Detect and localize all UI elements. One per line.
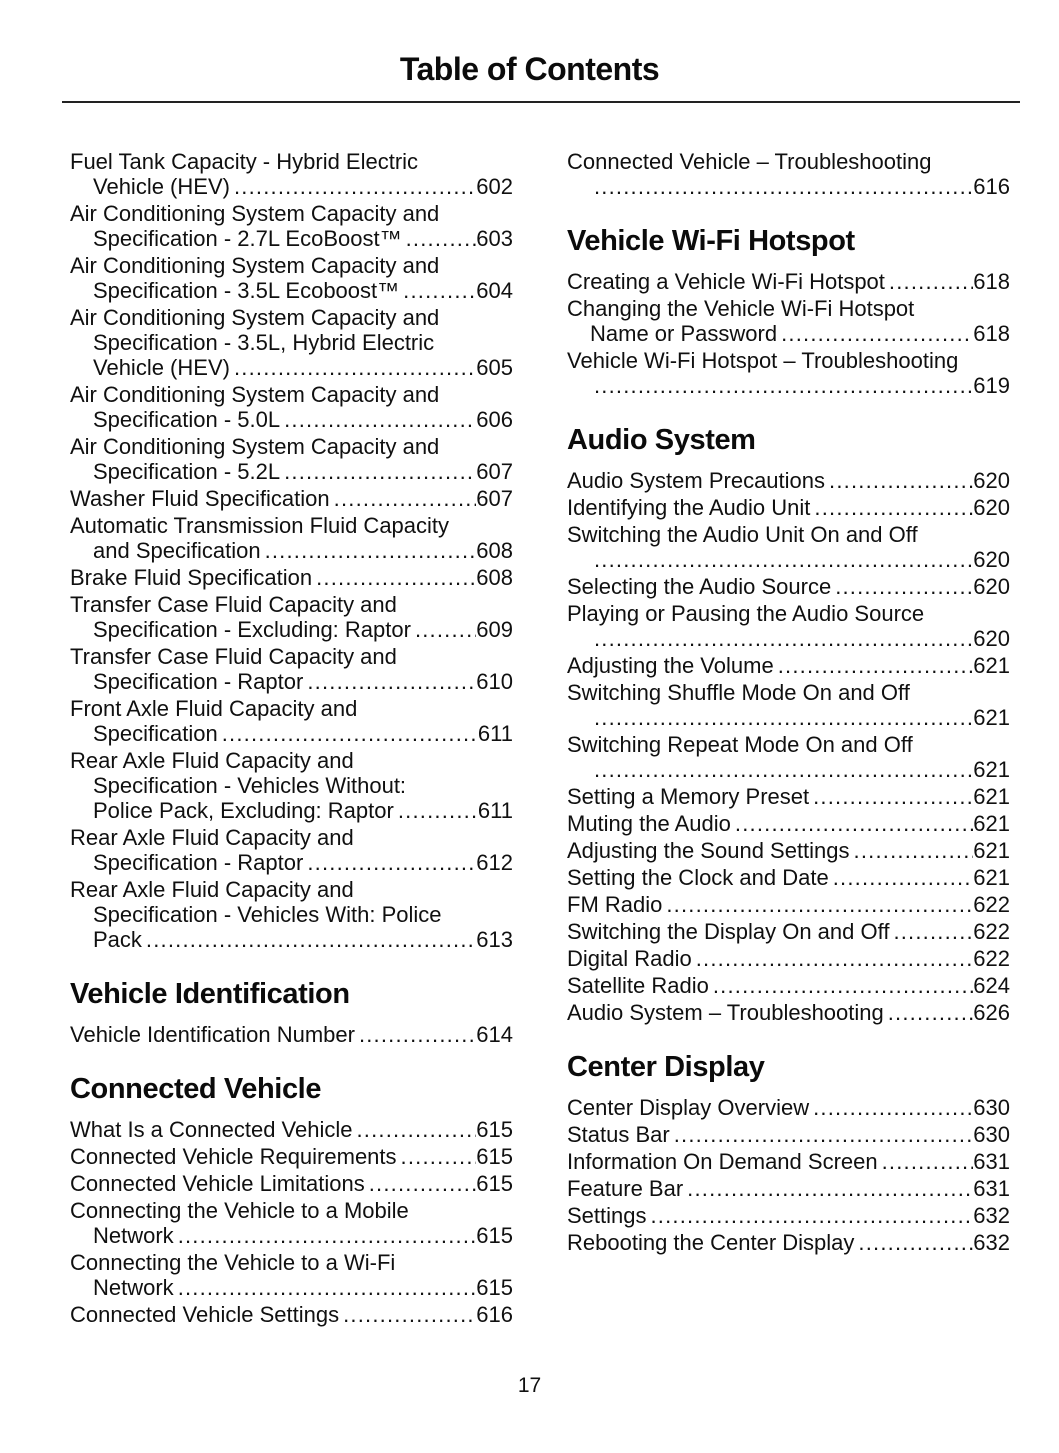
toc-entry	[567, 653, 1010, 678]
dot-leader	[854, 838, 974, 863]
entry-line: Specification - Vehicles Without:	[93, 773, 407, 798]
dot-leader	[835, 574, 973, 599]
toc-entry	[567, 892, 1010, 917]
entry-title: Brake Fluid Specification	[70, 565, 313, 590]
entry-title: Specification - 3.5L Ecoboost™	[93, 278, 400, 303]
entry-line	[70, 1144, 513, 1169]
entry-line	[567, 547, 1010, 572]
dot-leader	[594, 626, 973, 651]
entry-title: Adjusting the Sound Settings	[567, 838, 850, 863]
section-heading: Vehicle Identification	[70, 978, 350, 1010]
toc-columns	[70, 149, 1020, 1329]
entry-page-number: 621	[973, 811, 1010, 836]
entry-title: Information On Demand Screen	[567, 1149, 878, 1174]
entry-line: Rear Axle Fluid Capacity and	[70, 825, 354, 850]
entry-line	[567, 757, 1010, 782]
dot-leader	[882, 1149, 974, 1174]
dot-leader	[284, 407, 476, 432]
entry-page-number: 624	[973, 973, 1010, 998]
entry-page-number: 620	[973, 495, 1010, 520]
entry-line	[567, 838, 1010, 863]
dot-leader	[307, 669, 476, 694]
entry-line	[567, 626, 1010, 651]
section-heading: Connected Vehicle	[70, 1073, 322, 1105]
entry-line	[567, 1176, 1010, 1201]
entry-line: Rear Axle Fluid Capacity and	[70, 877, 354, 902]
entry-title: Specification - Raptor	[93, 669, 304, 694]
dot-leader	[735, 811, 973, 836]
entry-title: Setting a Memory Preset	[567, 784, 810, 809]
entry-page-number: 615	[476, 1144, 513, 1169]
dot-leader	[334, 486, 477, 511]
entry-page-number: 613	[476, 927, 513, 952]
entry-line	[567, 574, 1010, 599]
toc-entry	[70, 1302, 513, 1327]
dot-leader	[594, 705, 973, 730]
entry-page-number: 611	[477, 721, 513, 746]
entry-title: Network	[93, 1275, 174, 1300]
toc-entry	[70, 825, 513, 875]
entry-line	[70, 721, 513, 746]
dot-leader	[813, 1095, 973, 1120]
toc-entry	[567, 468, 1010, 493]
dot-leader	[316, 565, 476, 590]
title-rule	[62, 101, 1020, 103]
entry-title: Pack	[93, 927, 142, 952]
dot-leader	[265, 538, 477, 563]
entry-line: Air Conditioning System Capacity and	[70, 382, 440, 407]
toc-entry	[70, 305, 513, 380]
entry-title: Specification - Excluding: Raptor	[93, 617, 411, 642]
page-number: 17	[517, 1374, 542, 1397]
entry-page-number: 607	[476, 459, 513, 484]
entry-page-number: 622	[973, 946, 1010, 971]
dot-leader	[889, 269, 973, 294]
entry-line	[567, 892, 1010, 917]
entry-page-number: 602	[476, 174, 513, 199]
entry-line: Air Conditioning System Capacity and	[70, 434, 440, 459]
entry-line	[567, 865, 1010, 890]
entry-page-number: 620	[973, 468, 1010, 493]
toc-entry	[567, 149, 1010, 199]
dot-leader	[403, 278, 476, 303]
entry-line: Connecting the Vehicle to a Wi-Fi	[70, 1250, 396, 1275]
entry-line	[567, 373, 1010, 398]
entry-line	[567, 973, 1010, 998]
page-title: Table of Contents	[399, 51, 660, 87]
entry-line	[567, 468, 1010, 493]
dot-leader	[398, 798, 478, 823]
toc-entry	[70, 201, 513, 251]
entry-page-number: 620	[973, 547, 1010, 572]
entry-page-number: 606	[476, 407, 513, 432]
entry-page-number: 608	[476, 538, 513, 563]
entry-line	[70, 798, 513, 823]
entry-page-number: 631	[973, 1149, 1010, 1174]
toc-entry	[70, 1117, 513, 1142]
entry-page-number: 615	[476, 1275, 513, 1300]
entry-line: Rear Axle Fluid Capacity and	[70, 748, 354, 773]
entry-page-number: 620	[973, 626, 1010, 651]
entry-page-number: 616	[973, 174, 1010, 199]
toc-column-left	[70, 149, 513, 1329]
entry-title: Rebooting the Center Display	[567, 1230, 855, 1255]
entry-line	[70, 486, 513, 511]
entry-title: Vehicle (HEV)	[93, 174, 230, 199]
dot-leader	[146, 927, 476, 952]
entry-line: Specification - Vehicles With: Police	[93, 902, 442, 927]
entry-line	[567, 811, 1010, 836]
toc-entry	[70, 149, 513, 199]
dot-leader	[359, 1022, 476, 1047]
entry-line	[70, 927, 513, 952]
entry-title: Muting the Audio	[567, 811, 731, 836]
entry-title: Connected Vehicle Requirements	[70, 1144, 397, 1169]
dot-leader	[696, 946, 974, 971]
entry-title: and Specification	[93, 538, 261, 563]
dot-leader	[594, 174, 973, 199]
entry-line	[70, 459, 513, 484]
entry-page-number: 604	[476, 278, 513, 303]
entry-title: Identifying the Audio Unit	[567, 495, 811, 520]
toc-entry	[70, 513, 513, 563]
entry-title: Name or Password	[590, 321, 778, 346]
entry-line: Specification - 3.5L, Hybrid Electric	[93, 330, 435, 355]
toc-entry	[567, 495, 1010, 520]
entry-title: Digital Radio	[567, 946, 692, 971]
entry-title: Audio System – Troubleshooting	[567, 1000, 884, 1025]
entry-line	[70, 565, 513, 590]
entry-title: Washer Fluid Specification	[70, 486, 330, 511]
entry-line: Switching the Audio Unit On and Off	[567, 522, 918, 547]
entry-title: Setting the Clock and Date	[567, 865, 829, 890]
entry-title: Feature Bar	[567, 1176, 684, 1201]
entry-page-number: 614	[476, 1022, 513, 1047]
entry-title: Switching the Display On and Off	[567, 919, 890, 944]
entry-title: What Is a Connected Vehicle	[70, 1117, 353, 1142]
dot-leader	[401, 1144, 477, 1169]
entry-line	[70, 1302, 513, 1327]
dot-leader	[778, 653, 974, 678]
entry-line	[70, 174, 513, 199]
entry-line: Switching Shuffle Mode On and Off	[567, 680, 910, 705]
entry-page-number: 632	[973, 1203, 1010, 1228]
entry-line	[567, 919, 1010, 944]
dot-leader	[222, 721, 478, 746]
toc-entry	[70, 486, 513, 511]
dot-leader	[833, 865, 974, 890]
entry-line	[567, 1149, 1010, 1174]
dot-leader	[888, 1000, 974, 1025]
entry-page-number: 621	[973, 838, 1010, 863]
entry-line	[567, 495, 1010, 520]
entry-title: Police Pack, Excluding: Raptor	[93, 798, 394, 823]
entry-page-number: 626	[973, 1000, 1010, 1025]
entry-line	[567, 1095, 1010, 1120]
entry-line	[567, 321, 1010, 346]
entry-line	[567, 784, 1010, 809]
toc-entry	[70, 1022, 513, 1047]
entry-line	[567, 1122, 1010, 1147]
entry-line	[70, 669, 513, 694]
entry-line: Connecting the Vehicle to a Mobile	[70, 1198, 409, 1223]
entry-title: FM Radio	[567, 892, 663, 917]
toc-entry	[70, 1171, 513, 1196]
dot-leader	[666, 892, 973, 917]
entry-line	[567, 946, 1010, 971]
entry-line	[70, 1223, 513, 1248]
entry-title: Specification - 5.2L	[93, 459, 281, 484]
toc-entry	[567, 1203, 1010, 1228]
toc-entry	[70, 696, 513, 746]
entry-line: Air Conditioning System Capacity and	[70, 201, 440, 226]
toc-entry	[70, 1250, 513, 1300]
entry-page-number: 630	[973, 1095, 1010, 1120]
toc-entry	[567, 838, 1010, 863]
entry-line	[567, 1230, 1010, 1255]
entry-title: Status Bar	[567, 1122, 670, 1147]
toc-entry	[567, 865, 1010, 890]
entry-page-number: 622	[973, 892, 1010, 917]
entry-page-number: 608	[476, 565, 513, 590]
dot-leader	[594, 547, 973, 572]
entry-title: Specification	[93, 721, 218, 746]
toc-entry	[567, 1230, 1010, 1255]
entry-line: Switching Repeat Mode On and Off	[567, 732, 913, 757]
toc-column-right	[567, 149, 1010, 1329]
entry-page-number: 621	[973, 705, 1010, 730]
dot-leader	[343, 1302, 476, 1327]
section-heading: Center Display	[567, 1051, 765, 1083]
toc-entry	[567, 1095, 1010, 1120]
entry-line	[567, 269, 1010, 294]
entry-title: Center Display Overview	[567, 1095, 810, 1120]
toc-entry	[70, 1198, 513, 1248]
dot-leader	[858, 1230, 973, 1255]
entry-page-number: 620	[973, 574, 1010, 599]
entry-line	[567, 705, 1010, 730]
entry-line: Transfer Case Fluid Capacity and	[70, 592, 397, 617]
dot-leader	[284, 459, 476, 484]
entry-page-number: 632	[973, 1230, 1010, 1255]
dot-leader	[594, 757, 973, 782]
entry-line	[567, 174, 1010, 199]
toc-entry	[70, 253, 513, 303]
entry-title: Specification - 5.0L	[93, 407, 281, 432]
entry-page-number: 607	[476, 486, 513, 511]
entry-title: Network	[93, 1223, 174, 1248]
entry-page-number: 616	[476, 1302, 513, 1327]
toc-entry	[567, 1000, 1010, 1025]
toc-entry	[567, 348, 1010, 398]
section-heading: Audio System	[567, 424, 756, 456]
dot-leader	[369, 1171, 477, 1196]
entry-line	[567, 653, 1010, 678]
entry-line	[70, 278, 513, 303]
entry-title: Vehicle (HEV)	[93, 355, 230, 380]
toc-entry	[567, 919, 1010, 944]
toc-entry	[567, 1122, 1010, 1147]
toc-entry	[567, 601, 1010, 651]
entry-line: Front Axle Fluid Capacity and	[70, 696, 358, 721]
entry-title: Specification - Raptor	[93, 850, 304, 875]
dot-leader	[178, 1223, 477, 1248]
entry-title: Vehicle Identification Number	[70, 1022, 355, 1047]
entry-line	[70, 226, 513, 251]
dot-leader	[234, 355, 476, 380]
dot-leader	[357, 1117, 477, 1142]
entry-line	[70, 538, 513, 563]
entry-line	[70, 1022, 513, 1047]
dot-leader	[713, 973, 973, 998]
dot-leader	[651, 1203, 974, 1228]
dot-leader	[307, 850, 476, 875]
dot-leader	[893, 919, 973, 944]
dot-leader	[178, 1275, 477, 1300]
entry-line: Air Conditioning System Capacity and	[70, 253, 440, 278]
entry-line: Air Conditioning System Capacity and	[70, 305, 440, 330]
dot-leader	[674, 1122, 974, 1147]
entry-title: Audio System Precautions	[567, 468, 826, 493]
toc-entry	[567, 973, 1010, 998]
entry-title: Connected Vehicle Limitations	[70, 1171, 365, 1196]
entry-page-number: 618	[973, 269, 1010, 294]
entry-line: Playing or Pausing the Audio Source	[567, 601, 925, 626]
entry-page-number: 631	[973, 1176, 1010, 1201]
entry-line	[70, 355, 513, 380]
entry-line: Changing the Vehicle Wi-Fi Hotspot	[567, 296, 915, 321]
toc-entry	[567, 784, 1010, 809]
toc-entry	[70, 1144, 513, 1169]
entry-title: Creating a Vehicle Wi-Fi Hotspot	[567, 269, 885, 294]
entry-line	[70, 1275, 513, 1300]
dot-leader	[814, 495, 973, 520]
toc-entry	[567, 732, 1010, 782]
toc-entry	[567, 522, 1010, 572]
dot-leader	[813, 784, 973, 809]
toc-entry	[70, 748, 513, 823]
toc-entry	[567, 296, 1010, 346]
entry-page-number: 611	[477, 798, 513, 823]
entry-page-number: 621	[973, 865, 1010, 890]
dot-leader	[687, 1176, 973, 1201]
entry-page-number: 621	[973, 653, 1010, 678]
entry-page-number: 615	[476, 1171, 513, 1196]
dot-leader	[781, 321, 973, 346]
entry-title: Settings	[567, 1203, 647, 1228]
entry-title: Selecting the Audio Source	[567, 574, 832, 599]
entry-page-number: 621	[973, 757, 1010, 782]
entry-line: Connected Vehicle – Troubleshooting	[567, 149, 932, 174]
toc-entry	[567, 946, 1010, 971]
dot-leader	[594, 373, 973, 398]
entry-line	[567, 1203, 1010, 1228]
toc-entry	[70, 382, 513, 432]
entry-title: Connected Vehicle Settings	[70, 1302, 340, 1327]
dot-leader	[234, 174, 476, 199]
toc-entry	[567, 269, 1010, 294]
entry-line	[70, 1171, 513, 1196]
toc-entry	[70, 644, 513, 694]
section-heading: Vehicle Wi-Fi Hotspot	[567, 225, 855, 257]
entry-page-number: 603	[476, 226, 513, 251]
toc-entry	[70, 565, 513, 590]
entry-line: Automatic Transmission Fluid Capacity	[70, 513, 450, 538]
toc-entry	[567, 680, 1010, 730]
entry-line: Fuel Tank Capacity - Hybrid Electric	[70, 149, 419, 174]
entry-page-number: 605	[476, 355, 513, 380]
toc-entry	[567, 1149, 1010, 1174]
entry-line	[70, 850, 513, 875]
entry-page-number: 609	[476, 617, 513, 642]
entry-page-number: 612	[476, 850, 513, 875]
toc-entry	[70, 877, 513, 952]
entry-page-number: 615	[476, 1223, 513, 1248]
entry-page-number: 615	[476, 1117, 513, 1142]
entry-line	[567, 1000, 1010, 1025]
entry-title: Specification - 2.7L EcoBoost™	[93, 226, 402, 251]
entry-page-number: 610	[476, 669, 513, 694]
toc-entry	[567, 1176, 1010, 1201]
toc-entry	[567, 574, 1010, 599]
entry-page-number: 621	[973, 784, 1010, 809]
entry-page-number: 622	[973, 919, 1010, 944]
entry-line: Transfer Case Fluid Capacity and	[70, 644, 397, 669]
entry-page-number: 630	[973, 1122, 1010, 1147]
entry-line	[70, 407, 513, 432]
entry-title: Adjusting the Volume	[567, 653, 774, 678]
toc-entry	[70, 434, 513, 484]
dot-leader	[406, 226, 477, 251]
entry-page-number: 618	[973, 321, 1010, 346]
toc-entry	[70, 592, 513, 642]
dot-leader	[415, 617, 476, 642]
entry-page-number: 619	[973, 373, 1010, 398]
entry-line: Vehicle Wi-Fi Hotspot – Troubleshooting	[567, 348, 959, 373]
entry-line	[70, 1117, 513, 1142]
toc-entry	[567, 811, 1010, 836]
entry-title: Satellite Radio	[567, 973, 709, 998]
entry-line	[70, 617, 513, 642]
dot-leader	[829, 468, 973, 493]
